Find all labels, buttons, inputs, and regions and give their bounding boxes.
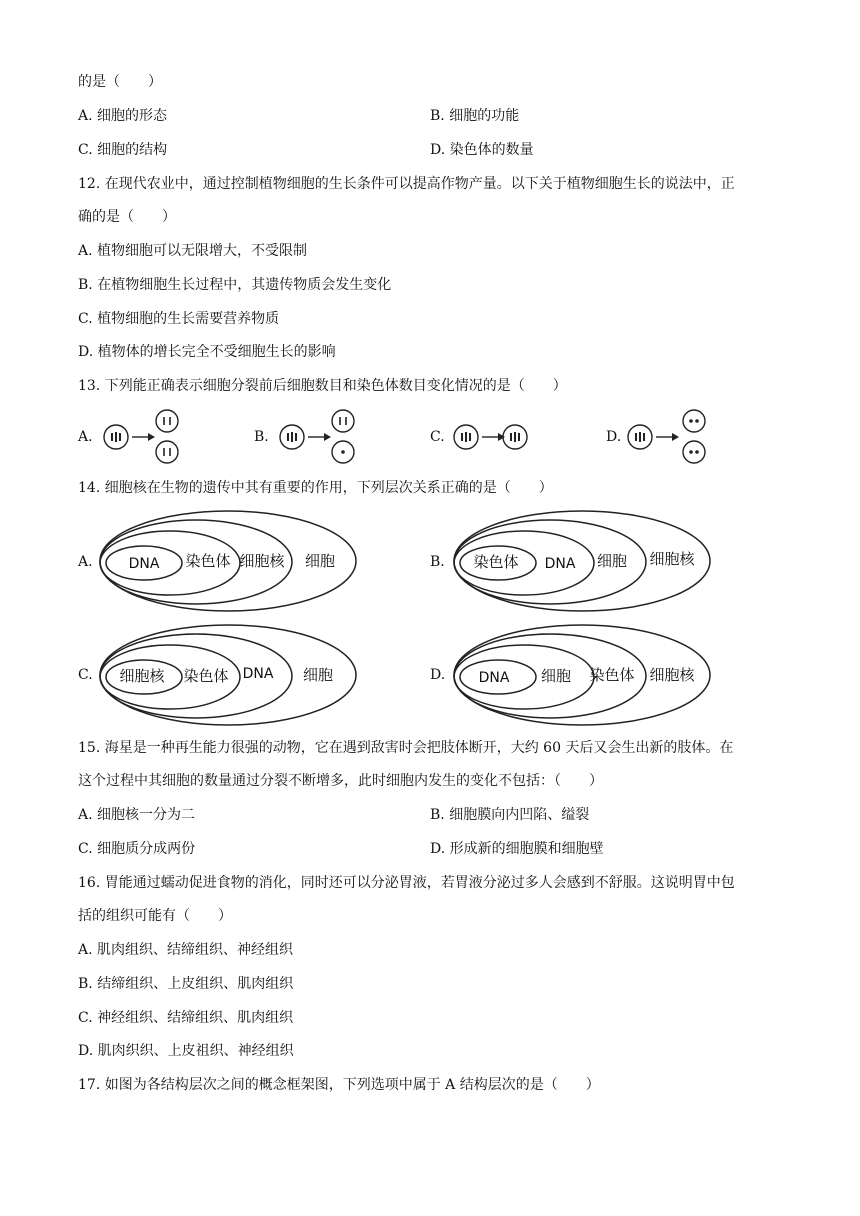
diagram-label: 染色体 xyxy=(185,552,231,570)
q12-stem-line2: 确的是（ ） xyxy=(78,209,176,225)
diagram-label: 细胞 xyxy=(596,552,628,570)
q13-option-b-letter[interactable]: B. xyxy=(254,429,269,445)
option-letter: C. xyxy=(78,311,93,327)
option-text: 细胞的形态 xyxy=(97,108,168,124)
q16-stem-line2: 括的组织可能有（ ） xyxy=(78,908,232,924)
q14-option-c-diagram[interactable] xyxy=(98,622,363,728)
diagram-label: 细胞 xyxy=(540,667,572,685)
option-text: 细胞的结构 xyxy=(97,142,168,158)
q13-option-d-letter[interactable]: D. xyxy=(606,429,622,445)
diagram-label: DNA xyxy=(242,666,274,682)
option-letter: A. xyxy=(78,243,93,259)
q13-option-c-letter[interactable]: C. xyxy=(430,429,445,445)
option-text: 肌肉组织、结缔组织、神经组织 xyxy=(97,942,294,958)
q13-option-d-diagram[interactable] xyxy=(626,408,716,468)
diagram-label: 染色体 xyxy=(473,553,519,571)
q14-option-d-letter[interactable]: D. xyxy=(430,667,446,683)
q16-option-a[interactable] xyxy=(78,940,293,960)
diagram-label: 细胞 xyxy=(302,666,334,684)
option-text: 形成新的细胞膜和细胞壁 xyxy=(449,841,604,857)
option-text: 植物体的增长完全不受细胞生长的影响 xyxy=(97,344,336,360)
q13-option-c-diagram[interactable] xyxy=(452,408,542,468)
q15-option-a[interactable] xyxy=(78,805,195,825)
diagram-label: DNA xyxy=(544,556,576,572)
diagram-label: 细胞核 xyxy=(119,667,165,685)
q14-option-b-diagram[interactable] xyxy=(452,508,717,614)
option-letter: C. xyxy=(78,841,93,857)
q14-option-a-letter[interactable]: A. xyxy=(78,554,93,570)
diagram-label: 细胞核 xyxy=(649,550,695,568)
q11-stem-tail: 的是（ ） xyxy=(78,74,162,90)
diagram-label: DNA xyxy=(128,556,160,572)
option-letter: C. xyxy=(78,142,93,158)
q13-option-a-letter[interactable]: A. xyxy=(78,429,93,445)
q15-option-d[interactable] xyxy=(430,839,604,859)
option-text: 细胞的功能 xyxy=(449,108,520,124)
option-text: 细胞核一分为二 xyxy=(97,807,196,823)
q12-option-c[interactable] xyxy=(78,309,279,329)
option-text: 植物细胞可以无限增大，不受限制 xyxy=(97,243,308,259)
option-text: 细胞膜向内凹陷、缢裂 xyxy=(449,807,590,823)
option-text: 细胞质分成两份 xyxy=(97,841,196,857)
option-text: 植物细胞的生长需要营养物质 xyxy=(97,311,280,327)
q14-option-c-letter[interactable]: C. xyxy=(78,667,93,683)
option-text: 在植物细胞生长过程中，其遗传物质会发生变化 xyxy=(97,277,392,293)
option-letter: D. xyxy=(78,1043,94,1059)
option-letter: B. xyxy=(430,807,445,823)
option-letter: B. xyxy=(430,108,445,124)
option-text: 神经组织、结缔组织、肌肉组织 xyxy=(97,1010,294,1026)
q12-stem-line1: 12. 在现代农业中，通过控制植物细胞的生长条件可以提高作物产量。以下关于植物细胞生长的说法中，正 xyxy=(78,176,735,192)
q14-stem: 14. 细胞核在生物的遗传中其有重要的作用，下列层次关系正确的是（ ） xyxy=(78,480,553,496)
option-text: 结缔组织、上皮组织、肌肉组织 xyxy=(97,976,294,992)
option-letter: D. xyxy=(430,142,446,158)
option-letter: C. xyxy=(78,1010,93,1026)
diagram-label: 染色体 xyxy=(589,666,635,684)
q12-option-a[interactable] xyxy=(78,241,307,261)
option-letter: D. xyxy=(78,344,94,360)
q11-option-a[interactable] xyxy=(78,106,167,126)
q16-option-c[interactable] xyxy=(78,1008,293,1028)
q11-option-d[interactable] xyxy=(430,140,534,160)
q13-option-b-diagram[interactable] xyxy=(276,408,366,468)
q14-option-a-diagram[interactable] xyxy=(98,508,363,614)
q11-option-c[interactable] xyxy=(78,140,167,160)
q16-stem-line1: 16. 胃能通过蠕动促进食物的消化，同时还可以分泌胃液，若胃液分泌过多人会感到不舒服。这说明胃中包 xyxy=(78,875,735,891)
option-text: 染色体的数量 xyxy=(449,142,534,158)
q12-option-d[interactable] xyxy=(78,342,336,362)
option-letter: D. xyxy=(430,841,446,857)
q12-option-b[interactable] xyxy=(78,275,391,295)
diagram-label: 染色体 xyxy=(183,667,229,685)
option-letter: B. xyxy=(78,277,93,293)
q11-option-b[interactable] xyxy=(430,106,519,126)
option-letter: A. xyxy=(78,942,93,958)
diagram-label: 细胞核 xyxy=(649,666,695,684)
q16-option-d[interactable] xyxy=(78,1041,294,1061)
diagram-label: 细胞 xyxy=(304,552,336,570)
q14-option-b-letter[interactable]: B. xyxy=(430,554,445,570)
option-text: 肌肉织织、上皮祖织、神经组织 xyxy=(97,1043,294,1059)
q15-stem-line1: 15. 海星是一种再生能力很强的动物，它在遇到敌害时会把肢体断开，大约 60 天后又会生出新的肢体。在 xyxy=(78,740,734,756)
q13-option-a-diagram[interactable] xyxy=(100,408,190,468)
q15-option-c[interactable] xyxy=(78,839,195,859)
option-letter: B. xyxy=(78,976,93,992)
option-letter: A. xyxy=(78,108,93,124)
diagram-label: DNA xyxy=(478,670,510,686)
diagram-label: 细胞核 xyxy=(239,552,285,570)
q15-option-b[interactable] xyxy=(430,805,589,825)
option-letter: A. xyxy=(78,807,93,823)
q13-stem: 13. 下列能正确表示细胞分裂前后细胞数目和染色体数目变化情况的是（ ） xyxy=(78,378,567,394)
q15-stem-line2: 这个过程中其细胞的数量通过分裂不断增多，此时细胞内发生的变化不包括：（ ） xyxy=(78,773,603,789)
q14-option-d-diagram[interactable] xyxy=(452,622,717,728)
q17-stem: 17. 如图为各结构层次之间的概念框架图，下列选项中属于 A 结构层次的是（ ） xyxy=(78,1077,600,1093)
q16-option-b[interactable] xyxy=(78,974,293,994)
